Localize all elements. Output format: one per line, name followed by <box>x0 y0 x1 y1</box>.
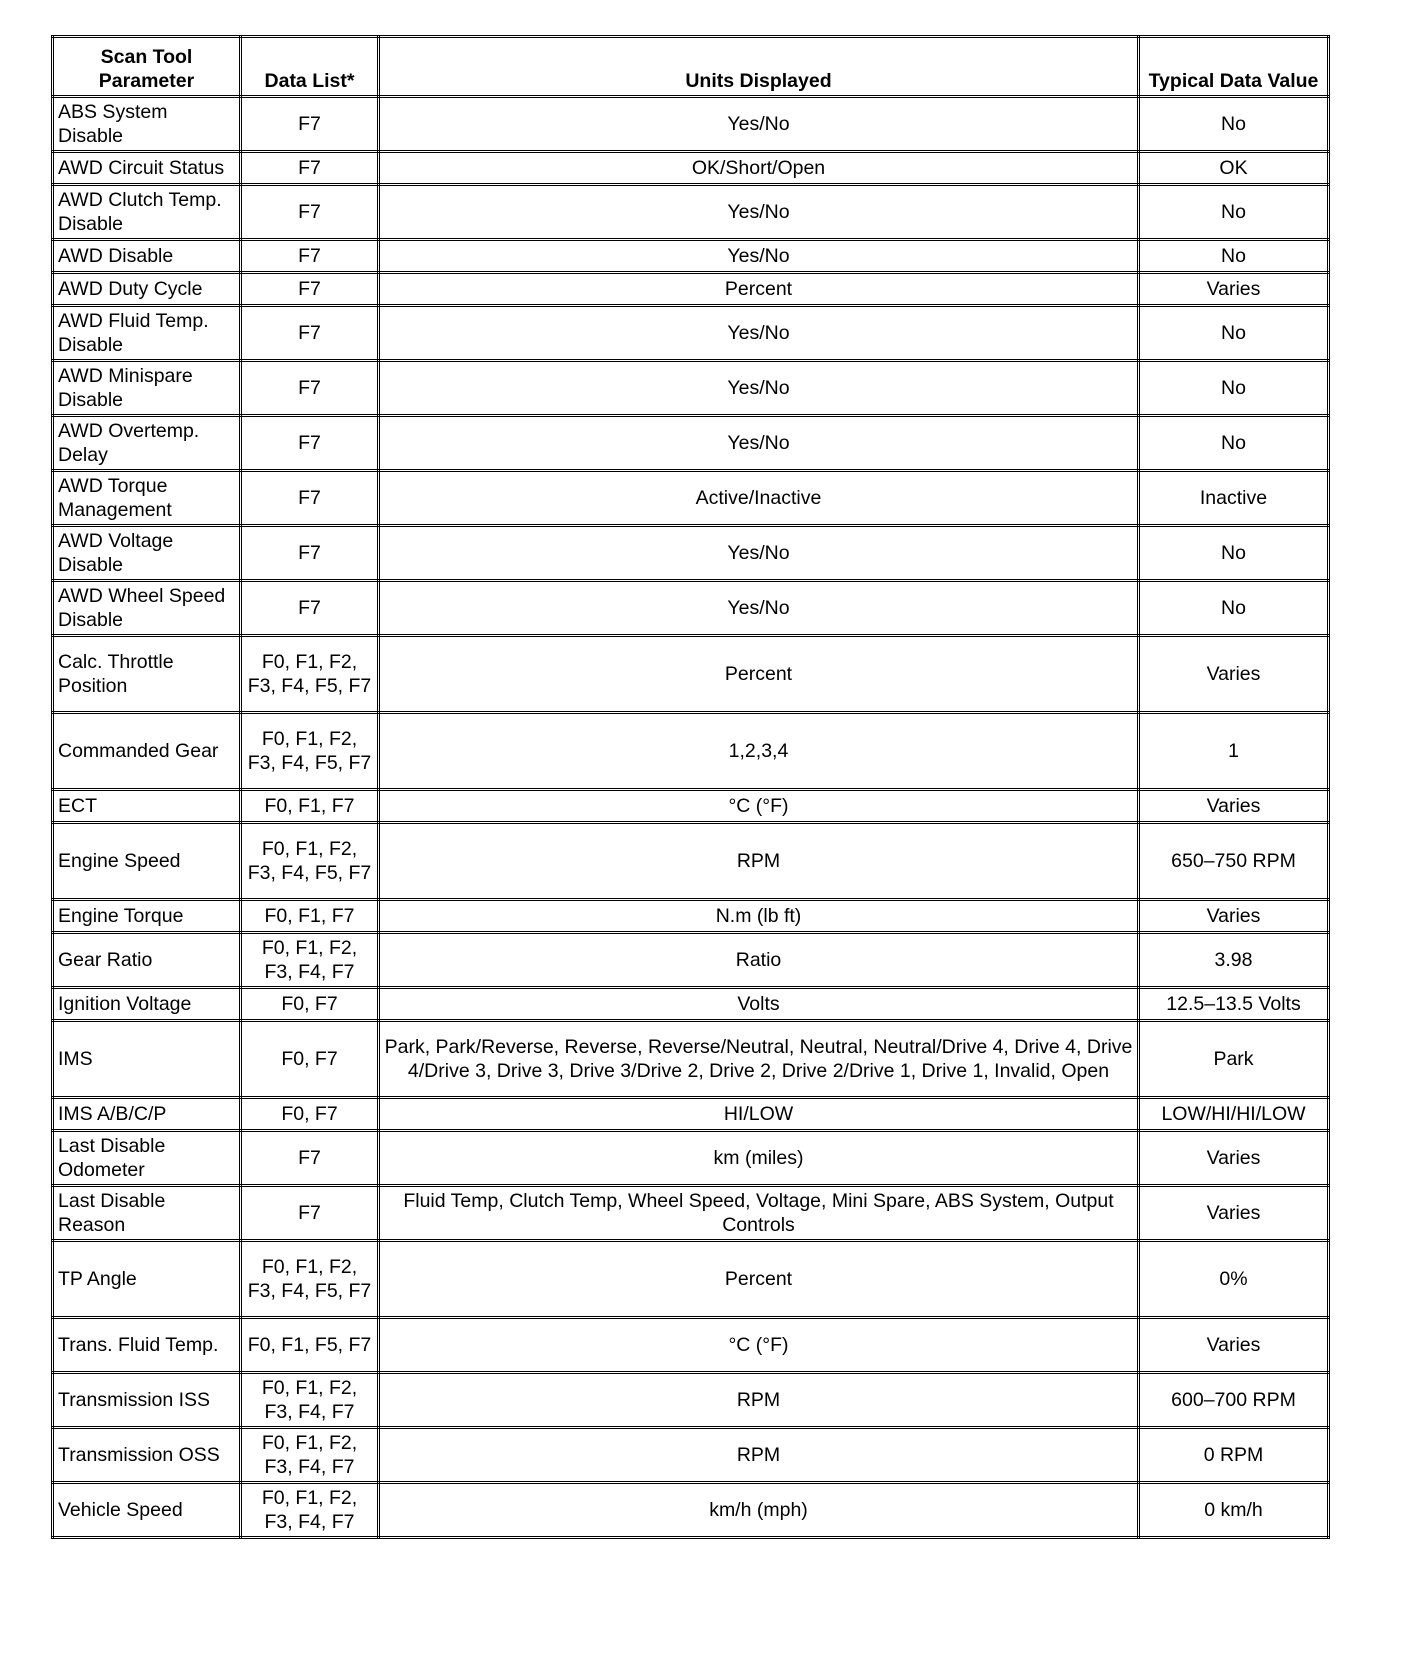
units-cell: RPM <box>379 1373 1139 1428</box>
table-row <box>53 240 1329 273</box>
units-cell: Park, Park/Reverse, Reverse, Reverse/Neutral, Neutral, Neutral/Drive 4, Drive 4, Drive 4/Drive 3, Drive 3, Drive 3/Drive 2, Drive 2, Drive 2/Drive 1, Drive 1, Invalid, Open <box>379 1021 1139 1098</box>
units-cell: Yes/No <box>379 526 1139 581</box>
table-row <box>53 526 1329 581</box>
parameter-cell: ABS System Disable <box>53 97 241 152</box>
data-list-cell: F0, F1, F2, F3, F4, F7 <box>241 933 379 988</box>
units-cell: Active/Inactive <box>379 471 1139 526</box>
typical-value-cell: Varies <box>1139 1318 1329 1373</box>
typical-value-cell: Varies <box>1139 273 1329 306</box>
parameter-cell: Commanded Gear <box>53 713 241 790</box>
parameter-cell: AWD Overtemp. Delay <box>53 416 241 471</box>
data-list-cell: F7 <box>241 581 379 636</box>
units-cell: RPM <box>379 823 1139 900</box>
table-row <box>53 185 1329 240</box>
units-cell: km/h (mph) <box>379 1483 1139 1538</box>
parameter-cell: AWD Voltage Disable <box>53 526 241 581</box>
table-row <box>53 361 1329 416</box>
data-list-cell: F7 <box>241 185 379 240</box>
table-row <box>53 790 1329 823</box>
table-row <box>53 581 1329 636</box>
parameter-cell: AWD Clutch Temp. Disable <box>53 185 241 240</box>
header-scan-tool-parameter: Scan Tool Parameter <box>53 37 241 97</box>
parameter-cell: Calc. Throttle Position <box>53 636 241 713</box>
parameter-cell: Transmission OSS <box>53 1428 241 1483</box>
parameter-cell: AWD Circuit Status <box>53 152 241 185</box>
data-list-cell: F7 <box>241 306 379 361</box>
table-row <box>53 988 1329 1021</box>
parameter-cell: AWD Wheel Speed Disable <box>53 581 241 636</box>
data-list-cell: F0, F1, F2, F3, F4, F7 <box>241 1483 379 1538</box>
table-row <box>53 900 1329 933</box>
parameter-cell: Gear Ratio <box>53 933 241 988</box>
parameter-cell: Last Disable Reason <box>53 1186 241 1241</box>
typical-value-cell: No <box>1139 581 1329 636</box>
typical-value-cell: Varies <box>1139 1186 1329 1241</box>
typical-value-cell: No <box>1139 306 1329 361</box>
table-row <box>53 933 1329 988</box>
parameter-cell: AWD Minispare Disable <box>53 361 241 416</box>
units-cell: 1,2,3,4 <box>379 713 1139 790</box>
typical-value-cell: No <box>1139 97 1329 152</box>
parameter-cell: IMS A/B/C/P <box>53 1098 241 1131</box>
units-cell: Yes/No <box>379 581 1139 636</box>
units-cell: Volts <box>379 988 1139 1021</box>
units-cell: Yes/No <box>379 361 1139 416</box>
typical-value-cell: No <box>1139 361 1329 416</box>
table-row <box>53 1428 1329 1483</box>
parameter-cell: Transmission ISS <box>53 1373 241 1428</box>
data-list-cell: F7 <box>241 526 379 581</box>
table-body <box>53 97 1329 1538</box>
table-row <box>53 1186 1329 1241</box>
units-cell: N.m (lb ft) <box>379 900 1139 933</box>
table-row <box>53 1021 1329 1098</box>
data-list-cell: F0, F1, F2, F3, F4, F7 <box>241 1428 379 1483</box>
parameter-cell: AWD Duty Cycle <box>53 273 241 306</box>
header-units-displayed: Units Displayed <box>379 37 1139 97</box>
data-list-cell: F0, F1, F2, F3, F4, F7 <box>241 1373 379 1428</box>
units-cell: Yes/No <box>379 97 1139 152</box>
units-cell: Yes/No <box>379 416 1139 471</box>
parameter-cell: Engine Torque <box>53 900 241 933</box>
table-row <box>53 1483 1329 1538</box>
typical-value-cell: No <box>1139 416 1329 471</box>
typical-value-cell: Varies <box>1139 636 1329 713</box>
table-row <box>53 306 1329 361</box>
typical-value-cell: Varies <box>1139 790 1329 823</box>
table-row <box>53 823 1329 900</box>
typical-value-cell: Inactive <box>1139 471 1329 526</box>
table-row <box>53 713 1329 790</box>
header-typical-data-value: Typical Data Value <box>1139 37 1329 97</box>
typical-value-cell: 0% <box>1139 1241 1329 1318</box>
typical-value-cell: OK <box>1139 152 1329 185</box>
typical-value-cell: 650–750 RPM <box>1139 823 1329 900</box>
parameter-cell: TP Angle <box>53 1241 241 1318</box>
units-cell: Yes/No <box>379 240 1139 273</box>
parameter-cell: AWD Fluid Temp. Disable <box>53 306 241 361</box>
units-cell: °C (°F) <box>379 790 1139 823</box>
typical-value-cell: 3.98 <box>1139 933 1329 988</box>
table-header-row <box>53 37 1329 97</box>
parameter-cell: AWD Torque Management <box>53 471 241 526</box>
units-cell: Fluid Temp, Clutch Temp, Wheel Speed, Voltage, Mini Spare, ABS System, Output Controls <box>379 1186 1139 1241</box>
typical-value-cell: No <box>1139 526 1329 581</box>
data-list-cell: F0, F1, F7 <box>241 900 379 933</box>
table-row <box>53 471 1329 526</box>
table-row <box>53 1373 1329 1428</box>
data-list-cell: F0, F7 <box>241 1021 379 1098</box>
data-list-cell: F7 <box>241 97 379 152</box>
typical-value-cell: Park <box>1139 1021 1329 1098</box>
units-cell: km (miles) <box>379 1131 1139 1186</box>
typical-value-cell: LOW/HI/HI/LOW <box>1139 1098 1329 1131</box>
parameter-cell: IMS <box>53 1021 241 1098</box>
parameter-cell: Engine Speed <box>53 823 241 900</box>
table-row <box>53 1131 1329 1186</box>
data-list-cell: F0, F1, F5, F7 <box>241 1318 379 1373</box>
typical-value-cell: 600–700 RPM <box>1139 1373 1329 1428</box>
data-list-cell: F7 <box>241 240 379 273</box>
table-row <box>53 416 1329 471</box>
table-row <box>53 1318 1329 1373</box>
typical-value-cell: No <box>1139 240 1329 273</box>
scan-tool-data-table <box>51 35 1330 1539</box>
units-cell: HI/LOW <box>379 1098 1139 1131</box>
typical-value-cell: No <box>1139 185 1329 240</box>
typical-value-cell: 12.5–13.5 Volts <box>1139 988 1329 1021</box>
data-list-cell: F7 <box>241 361 379 416</box>
units-cell: Percent <box>379 273 1139 306</box>
data-list-cell: F0, F1, F7 <box>241 790 379 823</box>
units-cell: Ratio <box>379 933 1139 988</box>
data-list-cell: F7 <box>241 1131 379 1186</box>
data-list-cell: F7 <box>241 471 379 526</box>
typical-value-cell: 0 RPM <box>1139 1428 1329 1483</box>
typical-value-cell: 1 <box>1139 713 1329 790</box>
table-row <box>53 1098 1329 1131</box>
parameter-cell: Last Disable Odometer <box>53 1131 241 1186</box>
parameter-cell: AWD Disable <box>53 240 241 273</box>
table-row <box>53 273 1329 306</box>
units-cell: Percent <box>379 636 1139 713</box>
data-list-cell: F0, F1, F2, F3, F4, F5, F7 <box>241 823 379 900</box>
table-row <box>53 152 1329 185</box>
data-list-cell: F0, F1, F2, F3, F4, F5, F7 <box>241 1241 379 1318</box>
parameter-cell: ECT <box>53 790 241 823</box>
table-row <box>53 636 1329 713</box>
data-list-cell: F7 <box>241 416 379 471</box>
typical-value-cell: Varies <box>1139 1131 1329 1186</box>
data-list-cell: F0, F7 <box>241 988 379 1021</box>
units-cell: °C (°F) <box>379 1318 1139 1373</box>
header-data-list: Data List* <box>241 37 379 97</box>
table-row <box>53 97 1329 152</box>
typical-value-cell: 0 km/h <box>1139 1483 1329 1538</box>
data-list-cell: F7 <box>241 273 379 306</box>
typical-value-cell: Varies <box>1139 900 1329 933</box>
units-cell: OK/Short/Open <box>379 152 1139 185</box>
data-list-cell: F0, F1, F2, F3, F4, F5, F7 <box>241 636 379 713</box>
table-row <box>53 1241 1329 1318</box>
units-cell: Yes/No <box>379 306 1139 361</box>
units-cell: RPM <box>379 1428 1139 1483</box>
units-cell: Yes/No <box>379 185 1139 240</box>
data-list-cell: F0, F1, F2, F3, F4, F5, F7 <box>241 713 379 790</box>
parameter-cell: Trans. Fluid Temp. <box>53 1318 241 1373</box>
data-list-cell: F7 <box>241 1186 379 1241</box>
units-cell: Percent <box>379 1241 1139 1318</box>
parameter-cell: Vehicle Speed <box>53 1483 241 1538</box>
data-list-cell: F7 <box>241 152 379 185</box>
parameter-cell: Ignition Voltage <box>53 988 241 1021</box>
data-list-cell: F0, F7 <box>241 1098 379 1131</box>
